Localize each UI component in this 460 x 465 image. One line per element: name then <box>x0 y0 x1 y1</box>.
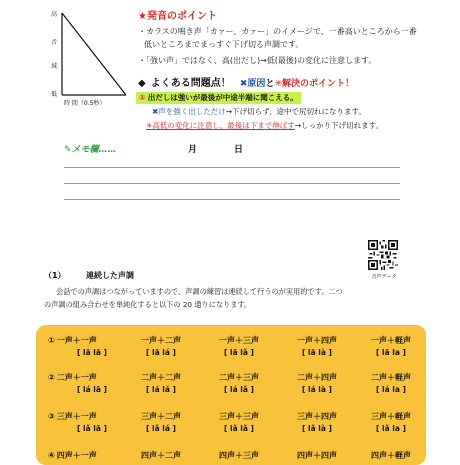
tone-combo-label <box>280 411 354 422</box>
cause-label: ✖原因 <box>239 79 266 89</box>
tone-combo-text: 三声＋三声 <box>219 412 259 421</box>
tone-pinyin: [ lǎ lǎ ] <box>224 424 254 433</box>
tone-combo-label <box>124 372 198 383</box>
section-body-2: の声調の組み合わせを単純化すると以下の 20 通りになります。 <box>44 300 252 309</box>
memo-label: ✎メモ欄…… <box>64 145 117 155</box>
tone-combo-label <box>48 411 122 422</box>
row-number: ② <box>48 373 55 382</box>
tone-pinyin: [ lá lā ] <box>77 385 107 394</box>
tone-combo-label <box>202 372 276 383</box>
tone-combo-3-1 <box>48 411 122 433</box>
tone-combo-text: 一声＋軽声 <box>371 336 411 345</box>
tone-combo-label <box>280 450 354 461</box>
tone-combo-2-1 <box>48 372 122 394</box>
falling-tone-triangle <box>61 12 127 96</box>
problems-title: よくある問題点！ <box>150 78 231 89</box>
tone-combo-label <box>354 411 428 422</box>
qr-code-icon[interactable] <box>368 240 398 270</box>
solution-line <box>146 120 383 132</box>
qr-caption: 音声データ <box>371 274 397 280</box>
tone-combo-1-3 <box>202 335 276 357</box>
tone-pinyin: [ lá la ] <box>376 385 406 394</box>
tone-combo-3-2 <box>124 411 198 433</box>
tone-combo-label <box>354 450 428 461</box>
tone-pinyin: [ lǎ lā ] <box>77 424 107 433</box>
tone-combo-label <box>124 411 198 422</box>
tone-pinyin: [ lǎ la ] <box>376 424 406 433</box>
row-number: ③ <box>48 412 55 421</box>
tone-combo-1-4 <box>280 335 354 357</box>
cause-line <box>152 106 366 118</box>
tone-combo-label <box>124 335 198 346</box>
tone-combo-1-1 <box>48 335 122 357</box>
tone-pinyin: [ lā là ] <box>302 348 332 357</box>
memo-line-3[interactable] <box>64 199 400 200</box>
tone-combo-text: 二声＋三声 <box>219 373 259 382</box>
tone-combo-4-5 <box>354 450 428 463</box>
pitch-diagram <box>48 6 130 102</box>
tone-pinyin: [ lā lǎ ] <box>224 348 254 357</box>
tone-pinyin: [ lā la ] <box>376 348 406 357</box>
tone-pinyin: [ lā lá ] <box>146 348 176 357</box>
item-number: ① <box>139 93 146 102</box>
tone-combo-3-3 <box>202 411 276 433</box>
tone-combo-text: 三声＋四声 <box>297 412 337 421</box>
section-body-1: 会話での声調はつながっていますので、声調の練習は連続して行うのが実用的です。二つ <box>56 287 343 296</box>
tips-title: ★発音のポイント <box>138 11 217 22</box>
tone-combo-2-5 <box>354 372 428 394</box>
tone-combo-text: 三声＋一声 <box>56 412 97 421</box>
tone-combo-label <box>124 450 198 461</box>
problems-header <box>138 71 354 90</box>
tip-bullet-1a: ・カラスの鳴き声「カァー、カァー」のイメージで、一番高いところから一番 <box>138 27 417 36</box>
tone-combo-text: 二声＋軽声 <box>371 373 411 382</box>
memo-month: 月 <box>188 145 198 155</box>
tone-combo-text: 一声＋三声 <box>219 336 259 345</box>
solution-result: →しっかり下げ切れます。 <box>294 121 383 130</box>
tone-combo-label <box>48 335 122 346</box>
tone-combo-1-5 <box>354 335 428 357</box>
tone-combo-text: 二声＋一声 <box>56 373 97 382</box>
memo-day: 日 <box>234 145 244 155</box>
tone-combo-3-5 <box>354 411 428 433</box>
row-number: ④ <box>48 451 55 460</box>
tone-combo-text: 四声＋二声 <box>141 451 181 460</box>
tone-combo-2-2 <box>124 372 198 394</box>
tip-bullet-2: ・「強い声」ではなく、高(出だし)→低(最後)の変化に注意します。 <box>138 56 377 65</box>
tone-combo-4-3 <box>202 450 276 463</box>
tone-combo-label <box>202 450 276 461</box>
tone-combo-text: 二声＋四声 <box>297 373 337 382</box>
memo-line-1[interactable] <box>64 167 400 168</box>
tone-combo-text: 四声＋三声 <box>219 451 259 460</box>
tone-combo-text: 二声＋二声 <box>141 373 181 382</box>
tone-combo-text: 四声＋軽声 <box>371 451 411 460</box>
tone-combo-4-1 <box>48 450 122 463</box>
tone-combo-text: 三声＋軽声 <box>371 412 411 421</box>
tone-combo-label <box>354 335 428 346</box>
tone-pinyin: [ lá lá ] <box>146 385 176 394</box>
tone-pinyin: [ lā lā ] <box>77 348 107 357</box>
tone-pinyin: [ lǎ lá ] <box>146 424 176 433</box>
tone-combo-text: 一声＋一声 <box>56 336 97 345</box>
and-text: と <box>265 79 275 89</box>
label-low: 低 <box>51 91 58 98</box>
tone-combo-label <box>354 372 428 383</box>
solution-label: ✳解決のポイント！ <box>274 79 354 89</box>
tone-combo-text: 一声＋四声 <box>297 336 337 345</box>
tone-combo-label <box>202 411 276 422</box>
tone-combo-2-4 <box>280 372 354 394</box>
section-title: 連続した声調 <box>86 271 134 280</box>
tone-combo-2-3 <box>202 372 276 394</box>
tone-combo-4-2 <box>124 450 198 463</box>
tone-combo-text: 一声＋二声 <box>141 336 181 345</box>
label-pitch-1: 音 <box>51 39 58 46</box>
label-pitch-2: 域 <box>51 63 58 70</box>
label-time: 時 間（0.5秒） <box>64 100 106 107</box>
tone-combo-label <box>202 335 276 346</box>
memo-line-2[interactable] <box>64 183 400 184</box>
tone-pinyin: [ lá lǎ ] <box>224 385 254 394</box>
diamond-icon: ◆ <box>138 78 146 89</box>
tone-combo-text: 四声＋四声 <box>297 451 337 460</box>
section-number: （1） <box>44 271 66 280</box>
tone-combo-label <box>48 450 122 461</box>
tip-bullet-1b: 低いところまでまっすぐ下げ切る声調です。 <box>144 40 304 49</box>
tone-combo-label <box>280 372 354 383</box>
tone-combo-4-4 <box>280 450 354 463</box>
row-number: ① <box>48 336 55 345</box>
tone-combo-label <box>48 372 122 383</box>
label-high: 高 <box>51 11 58 18</box>
tone-combo-label <box>280 335 354 346</box>
cause-text: ✖声を強く出しただけ <box>152 107 226 116</box>
tone-pinyin: [ lǎ là ] <box>302 424 332 433</box>
tone-combo-1-2 <box>124 335 198 357</box>
tone-pinyin: [ lá là ] <box>302 385 332 394</box>
item-text: 出だしは強いが最後が中途半端に聞こえる。 <box>147 93 298 102</box>
tone-combo-text: 四声＋一声 <box>56 451 97 460</box>
tone-combo-3-4 <box>280 411 354 433</box>
tone-combo-text: 三声＋二声 <box>141 412 181 421</box>
cause-result: →下げ切らず、途中で尻切れになります。 <box>225 107 366 116</box>
problem-item-1 <box>136 92 301 104</box>
solution-text: ✳高低の変化に注意し、最後は下まで伸ばす <box>146 121 295 130</box>
